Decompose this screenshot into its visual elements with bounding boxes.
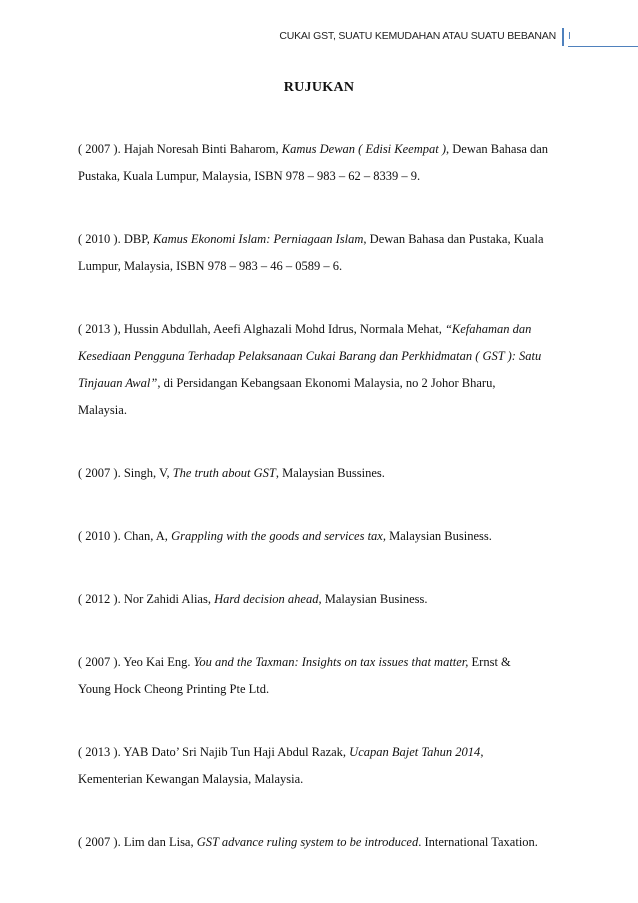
reference-entry [78,316,564,424]
header-title: CUKAI GST, SUATU KEMUDAHAN ATAU SUATU BEBANAN [279,30,556,42]
reference-title: Ucapan Bajet Tahun 2014 [349,745,481,759]
page-number: I [568,30,571,42]
reference-entry [78,829,564,856]
reference-text: , Dewan Bahasa dan [446,142,549,156]
reference-text: , Malaysian Business. [318,592,428,606]
reference-line [78,829,564,856]
reference-line [78,766,564,793]
reference-entry [78,586,564,613]
reference-title: Kamus Ekonomi Islam: Perniagaan Islam [153,232,364,246]
reference-title: Kamus Dewan ( Edisi Keempat ) [281,142,447,156]
reference-line [78,739,564,766]
reference-title: You and the Taxman: Insights on tax issues that matter, [193,655,469,669]
reference-text: ( 2007 ). Yeo Kai Eng. [78,655,194,669]
reference-list [78,136,564,856]
reference-text: Lumpur, Malaysia, ISBN 978 – 983 – 46 – 0589 – 6. [78,259,343,273]
reference-entry [78,136,564,190]
reference-text: Malaysian Business. [385,529,492,543]
reference-line [78,163,564,190]
reference-title: Hard decision ahead [214,592,319,606]
reference-line [78,397,564,424]
reference-line [78,649,564,676]
reference-text: ( 2010 ). Chan, A, [78,529,172,543]
reference-text: , di Persidangan Kebangsaan Ekonomi Malaysia, no 2 Johor Bharu, [157,376,496,390]
reference-text: Pustaka, Kuala Lumpur, Malaysia, ISBN 978 – 983 – 62 – 8339 – 9. [78,169,421,183]
reference-text: , [480,745,484,759]
reference-line [78,226,564,253]
reference-entry [78,739,564,793]
header-rule [568,46,638,47]
reference-text: , Malaysian Bussines. [275,466,385,480]
reference-title: Kesediaan Pengguna Terhadap Pelaksanaan Cukai Barang dan Perkhidmatan ( GST ): Satu [78,349,542,363]
reference-text: ( 2013 ), Hussin Abdullah, Aeefi Alghazali Mohd Idrus, Normala Mehat, [78,322,445,336]
reference-text: ( 2013 ). YAB Dato’ Sri Najib Tun Haji Abdul Razak, [78,745,350,759]
reference-title: GST advance ruling system to be introduced [196,835,419,849]
page-title: RUJUKAN [283,80,355,95]
reference-text: ( 2012 ). Nor Zahidi Alias, [78,592,215,606]
reference-text: Ernst & [468,655,511,669]
reference-entry [78,649,564,703]
reference-line [78,316,564,343]
reference-text: Malaysia. [78,403,127,417]
page-header [0,28,638,48]
reference-entry [78,226,564,280]
reference-title: The truth about GST [172,466,276,480]
reference-text: . International Taxation. [418,835,538,849]
reference-entry [78,523,564,550]
reference-line [78,136,564,163]
header-separator [562,28,564,46]
reference-text: ( 2007 ). Hajah Noresah Binti Baharom, [78,142,282,156]
reference-line [78,253,564,280]
reference-title: Tinjauan Awal” [78,376,158,390]
reference-text: Kementerian Kewangan Malaysia, Malaysia. [78,772,304,786]
reference-line [78,523,564,550]
reference-text: Young Hock Cheong Printing Pte Ltd. [78,682,270,696]
reference-line [78,343,564,370]
reference-text: ( 2010 ). DBP, [78,232,154,246]
reference-title: “Kefahaman dan [444,322,532,336]
reference-line [78,460,564,487]
reference-entry [78,460,564,487]
reference-line [78,370,564,397]
reference-text: ( 2007 ). Lim dan Lisa, [78,835,197,849]
reference-text: , Dewan Bahasa dan Pustaka, Kuala [363,232,544,246]
reference-text: ( 2007 ). Singh, V, [78,466,173,480]
reference-title: Grappling with the goods and services tax, [171,529,386,543]
reference-line [78,586,564,613]
reference-line [78,676,564,703]
